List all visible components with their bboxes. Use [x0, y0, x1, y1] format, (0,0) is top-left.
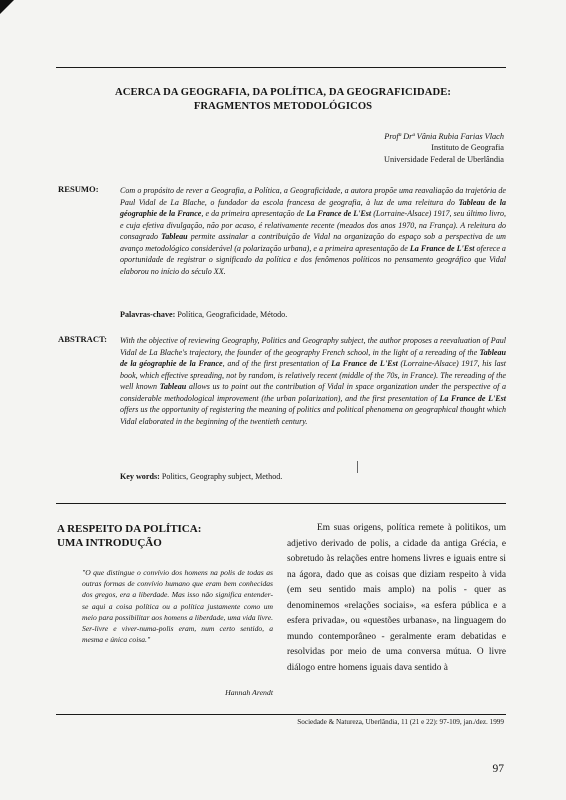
author-name: Profª Drª Vânia Rubia Farias Vlach: [384, 132, 504, 141]
article-title-line2: FRAGMENTOS METODOLÓGICOS: [193, 101, 373, 112]
resumo-keywords-label: Palavras-chave:: [120, 310, 176, 319]
author-block: [384, 131, 504, 165]
footer-rule: [56, 714, 506, 715]
abstract-keywords-value: Politics, Geography subject, Method.: [161, 472, 283, 481]
article-title-line1: ACERCA DA GEOGRAFIA, DA POLÍTICA, DA GEOGRAFICIDADE:: [115, 87, 451, 98]
abstract-keywords: [120, 472, 282, 481]
article-title: [60, 86, 506, 114]
footer-citation: Sociedade & Natureza, Uberlândia, 11 (21 e 22): 97-109, jan./dez. 1999: [297, 718, 504, 726]
abstract-label: ABSTRACT:: [58, 334, 108, 344]
epigraph-quote: "O que distingue o convívio dos homens na polis de todas as outras formas de convívio humano que eram bem conhecidas dos gregos, era a liberdade. Mas isso não significa entender-se aqui a coisa política ou a política justamente como um meio para possibilitar aos homens a liberdade, uma vida livre. Ser-livre e viver-numa-polis eram, num certo sentido, a mesma e única coisa.": [82, 568, 273, 645]
page-number: 97: [492, 763, 504, 775]
epigraph-author: Hannah Arendt: [225, 688, 273, 697]
section-title: [57, 523, 201, 550]
section-title-line2: UMA INTRODUÇÃO: [57, 536, 162, 549]
section-rule: [56, 503, 506, 504]
author-institute: Instituto de Geografia: [431, 143, 504, 153]
body-paragraph: Em suas origens, política remete à politikos, um adjetivo derivado de polis, a cidade da antiga Grécia, e sobretudo às relações entre homens livres e iguais entre si na ágora, dado que as coisas que diziam respeito à vida (em seu sentido mais amplo) na polis - quer as denominemos «relações sociais», «a esfera pública e a esfera privada», ou «questões urbanas», na linguagem do mundo contemporâneo - geralmente eram debatidas e resolvidas por meio de uma conversa mútua. O livre diálogo entre homens iguais dava sentido à: [287, 523, 506, 673]
author-university: Universidade Federal de Uberlândia: [383, 154, 504, 164]
section-title-line1: A RESPEITO DA POLÍTICA:: [57, 523, 202, 535]
scan-mark: [357, 461, 358, 473]
abstract-keywords-label: Key words:: [120, 472, 160, 481]
resumo-keywords: [120, 310, 287, 319]
resumo-text: Com o propósito de rever a Geografia, a Política, a Geograficidade, a autora propõe uma reavaliação da trajetória de Paul Vidal de La Blache, o fundador da escola francesa de geografia, à luz de uma releitura do Tableau de la géographie de la France, e da primeira apresentação de La France de L'Est (Lorraine-Alsace) 1917, seu último livro, e cuja efetiva divulgação, não por acaso, é relativamente recente (meados dos anos 1970, na França). A releitura do consagrado Tableau permite assinalar a contribuição de Vidal na organização do espaço sob a perspectiva de um avanço metodológico considerável (a polarização urbana), e a primeira apresentação de La France de L'Est oferece a oportunidade de registrar o significado da política e dos fenômenos políticos no pensamento geográfico que Vidal elaborou no início do século XX.: [120, 186, 506, 276]
top-rule: [56, 67, 506, 68]
resumo-label: RESUMO:: [58, 184, 99, 194]
resumo-keywords-value: Política, Geograficidade, Método.: [177, 310, 288, 319]
abstract-text: With the objective of reviewing Geography, Politics and Geography subject, the author proposes a reevaluation of Paul Vidal de La Blache's trajectory, the founder of the geography French school, in the light of a rereading of the Tableau de la géographie de la France, and of the first presentation of La France de L'Est (Lorraine-Alsace) 1917, his last book, which effective spreading, not by random, is relatively recent (middle of the 70s, in France). The rereading of the well known Tableau allows us to point out the contribution of Vidal in space organization under the perspective of a considerable methodological improvement (the urban polarization), and the first presentation of La France de L'Est offers us the opportunity of registering the meaning of politics and political phenomena on geographical thought which Vidal elaborated in the beginning of the twentieth century.: [120, 336, 506, 426]
corner-mark: [0, 0, 14, 14]
